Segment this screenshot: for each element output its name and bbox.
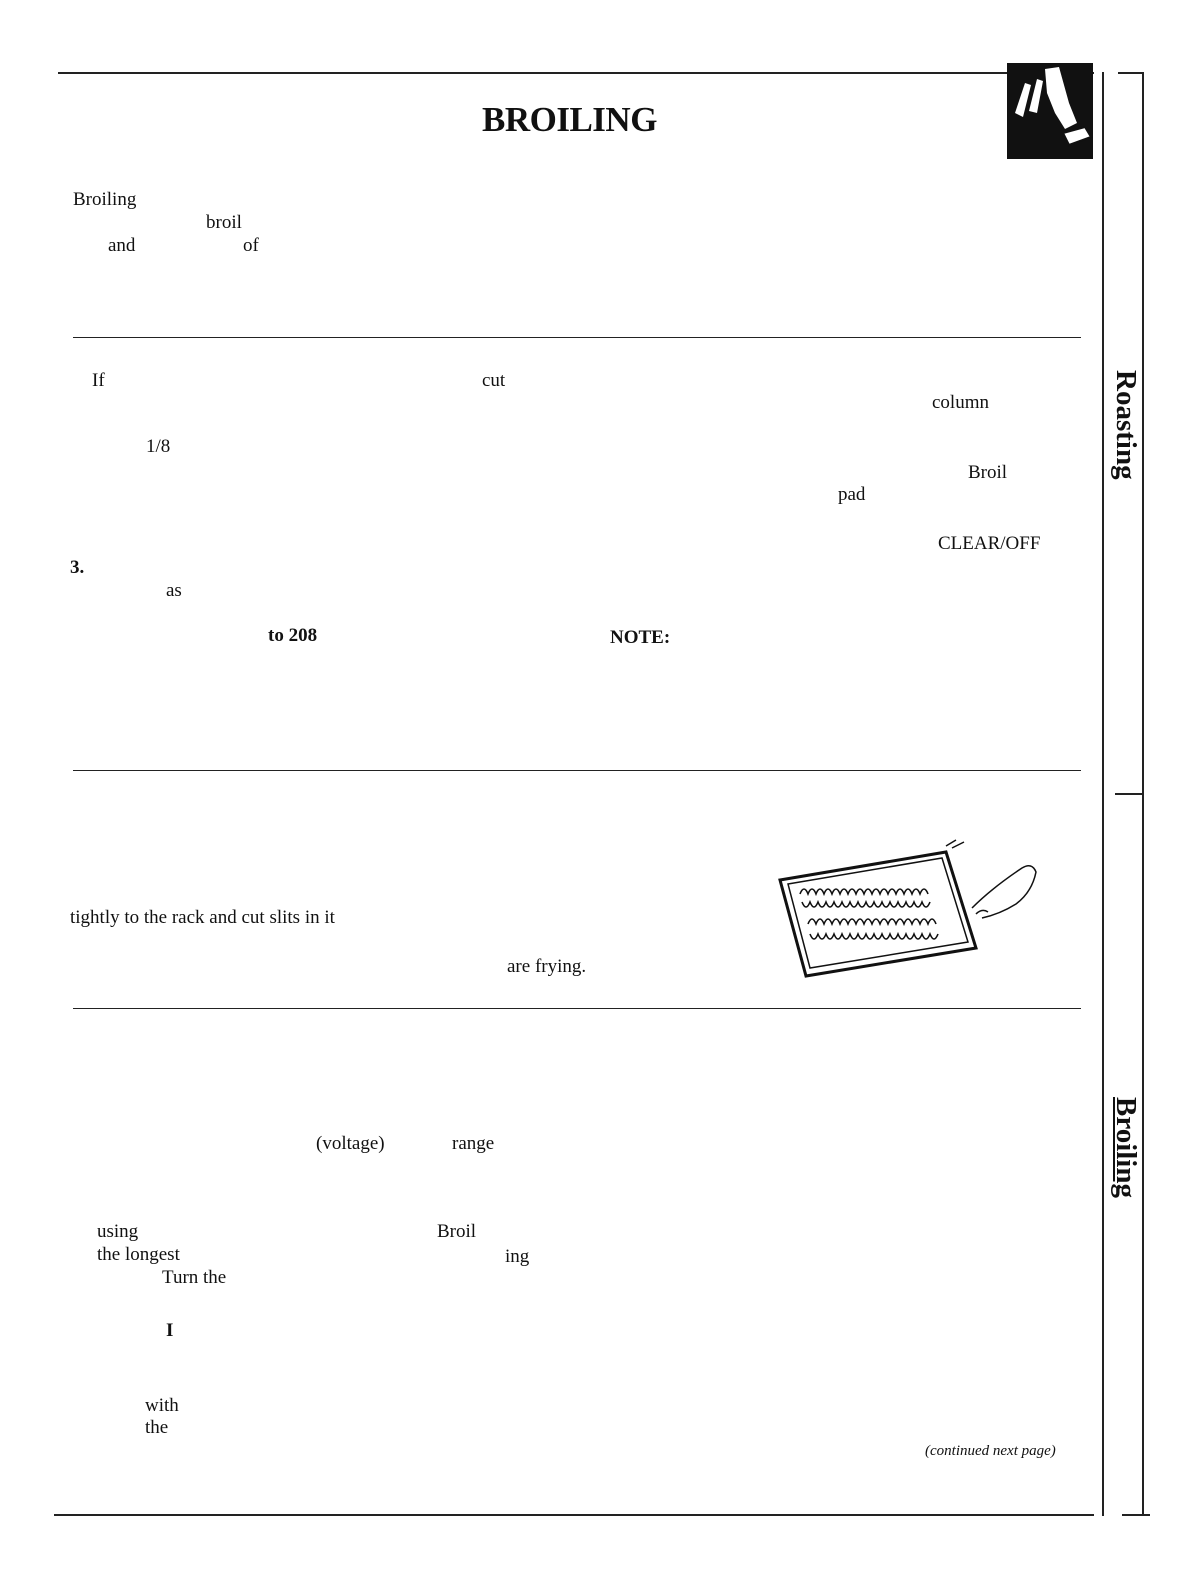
bottom-rule	[54, 1514, 1094, 1516]
intro-fragment: of	[243, 235, 259, 256]
steps-fragment: pad	[838, 484, 866, 505]
tab-roasting[interactable]: Roasting	[1110, 370, 1142, 480]
section-rule	[73, 1008, 1081, 1009]
voltage-fragment: ing	[505, 1246, 530, 1267]
steps-fragment: Broil	[968, 462, 1008, 483]
steps-fragment: 3.	[70, 557, 85, 578]
voltage-fragment: range	[452, 1133, 495, 1154]
intro-fragment: and	[108, 235, 136, 256]
foil-line: are frying.	[507, 956, 587, 977]
voltage-fragment: using	[97, 1221, 139, 1242]
continued-note: (continued next page)	[925, 1443, 1056, 1459]
voltage-fragment: (voltage)	[316, 1133, 385, 1154]
steps-fragment: CLEAR/OFF	[938, 533, 1041, 554]
voltage-fragment: with	[145, 1395, 179, 1416]
tab-border-left	[1102, 72, 1104, 1516]
steps-fragment: as	[166, 580, 182, 601]
hand-press-icon	[1007, 63, 1093, 159]
voltage-fragment: the	[145, 1417, 169, 1438]
section-rule	[73, 337, 1081, 338]
steps-fragment: If	[92, 370, 105, 391]
voltage-fragment: Turn the	[162, 1267, 227, 1288]
steps-fragment: column	[932, 392, 989, 413]
top-rule	[58, 72, 1094, 74]
steps-fragment: NOTE:	[610, 627, 671, 648]
tab-divider	[1115, 793, 1143, 795]
page-title: BROILING	[482, 100, 657, 139]
intro-fragment: Broiling	[73, 189, 137, 210]
steps-fragment: 1/8	[146, 436, 171, 457]
intro-fragment: broil	[206, 212, 242, 233]
section-rule	[73, 770, 1081, 771]
tab-bottom-tick	[1122, 1514, 1150, 1516]
voltage-fragment: the longest	[97, 1244, 180, 1265]
broiler-pan-illustration	[776, 838, 1038, 982]
steps-fragment: cut	[482, 370, 506, 391]
voltage-fragment: I	[166, 1320, 174, 1341]
voltage-fragment: Broil	[437, 1221, 477, 1242]
tab-top-tick	[1118, 72, 1144, 74]
tab-broiling[interactable]: Broiling	[1110, 1097, 1142, 1198]
steps-fragment: to 208	[268, 625, 318, 646]
foil-line: tightly to the rack and cut slits in it	[70, 907, 335, 928]
